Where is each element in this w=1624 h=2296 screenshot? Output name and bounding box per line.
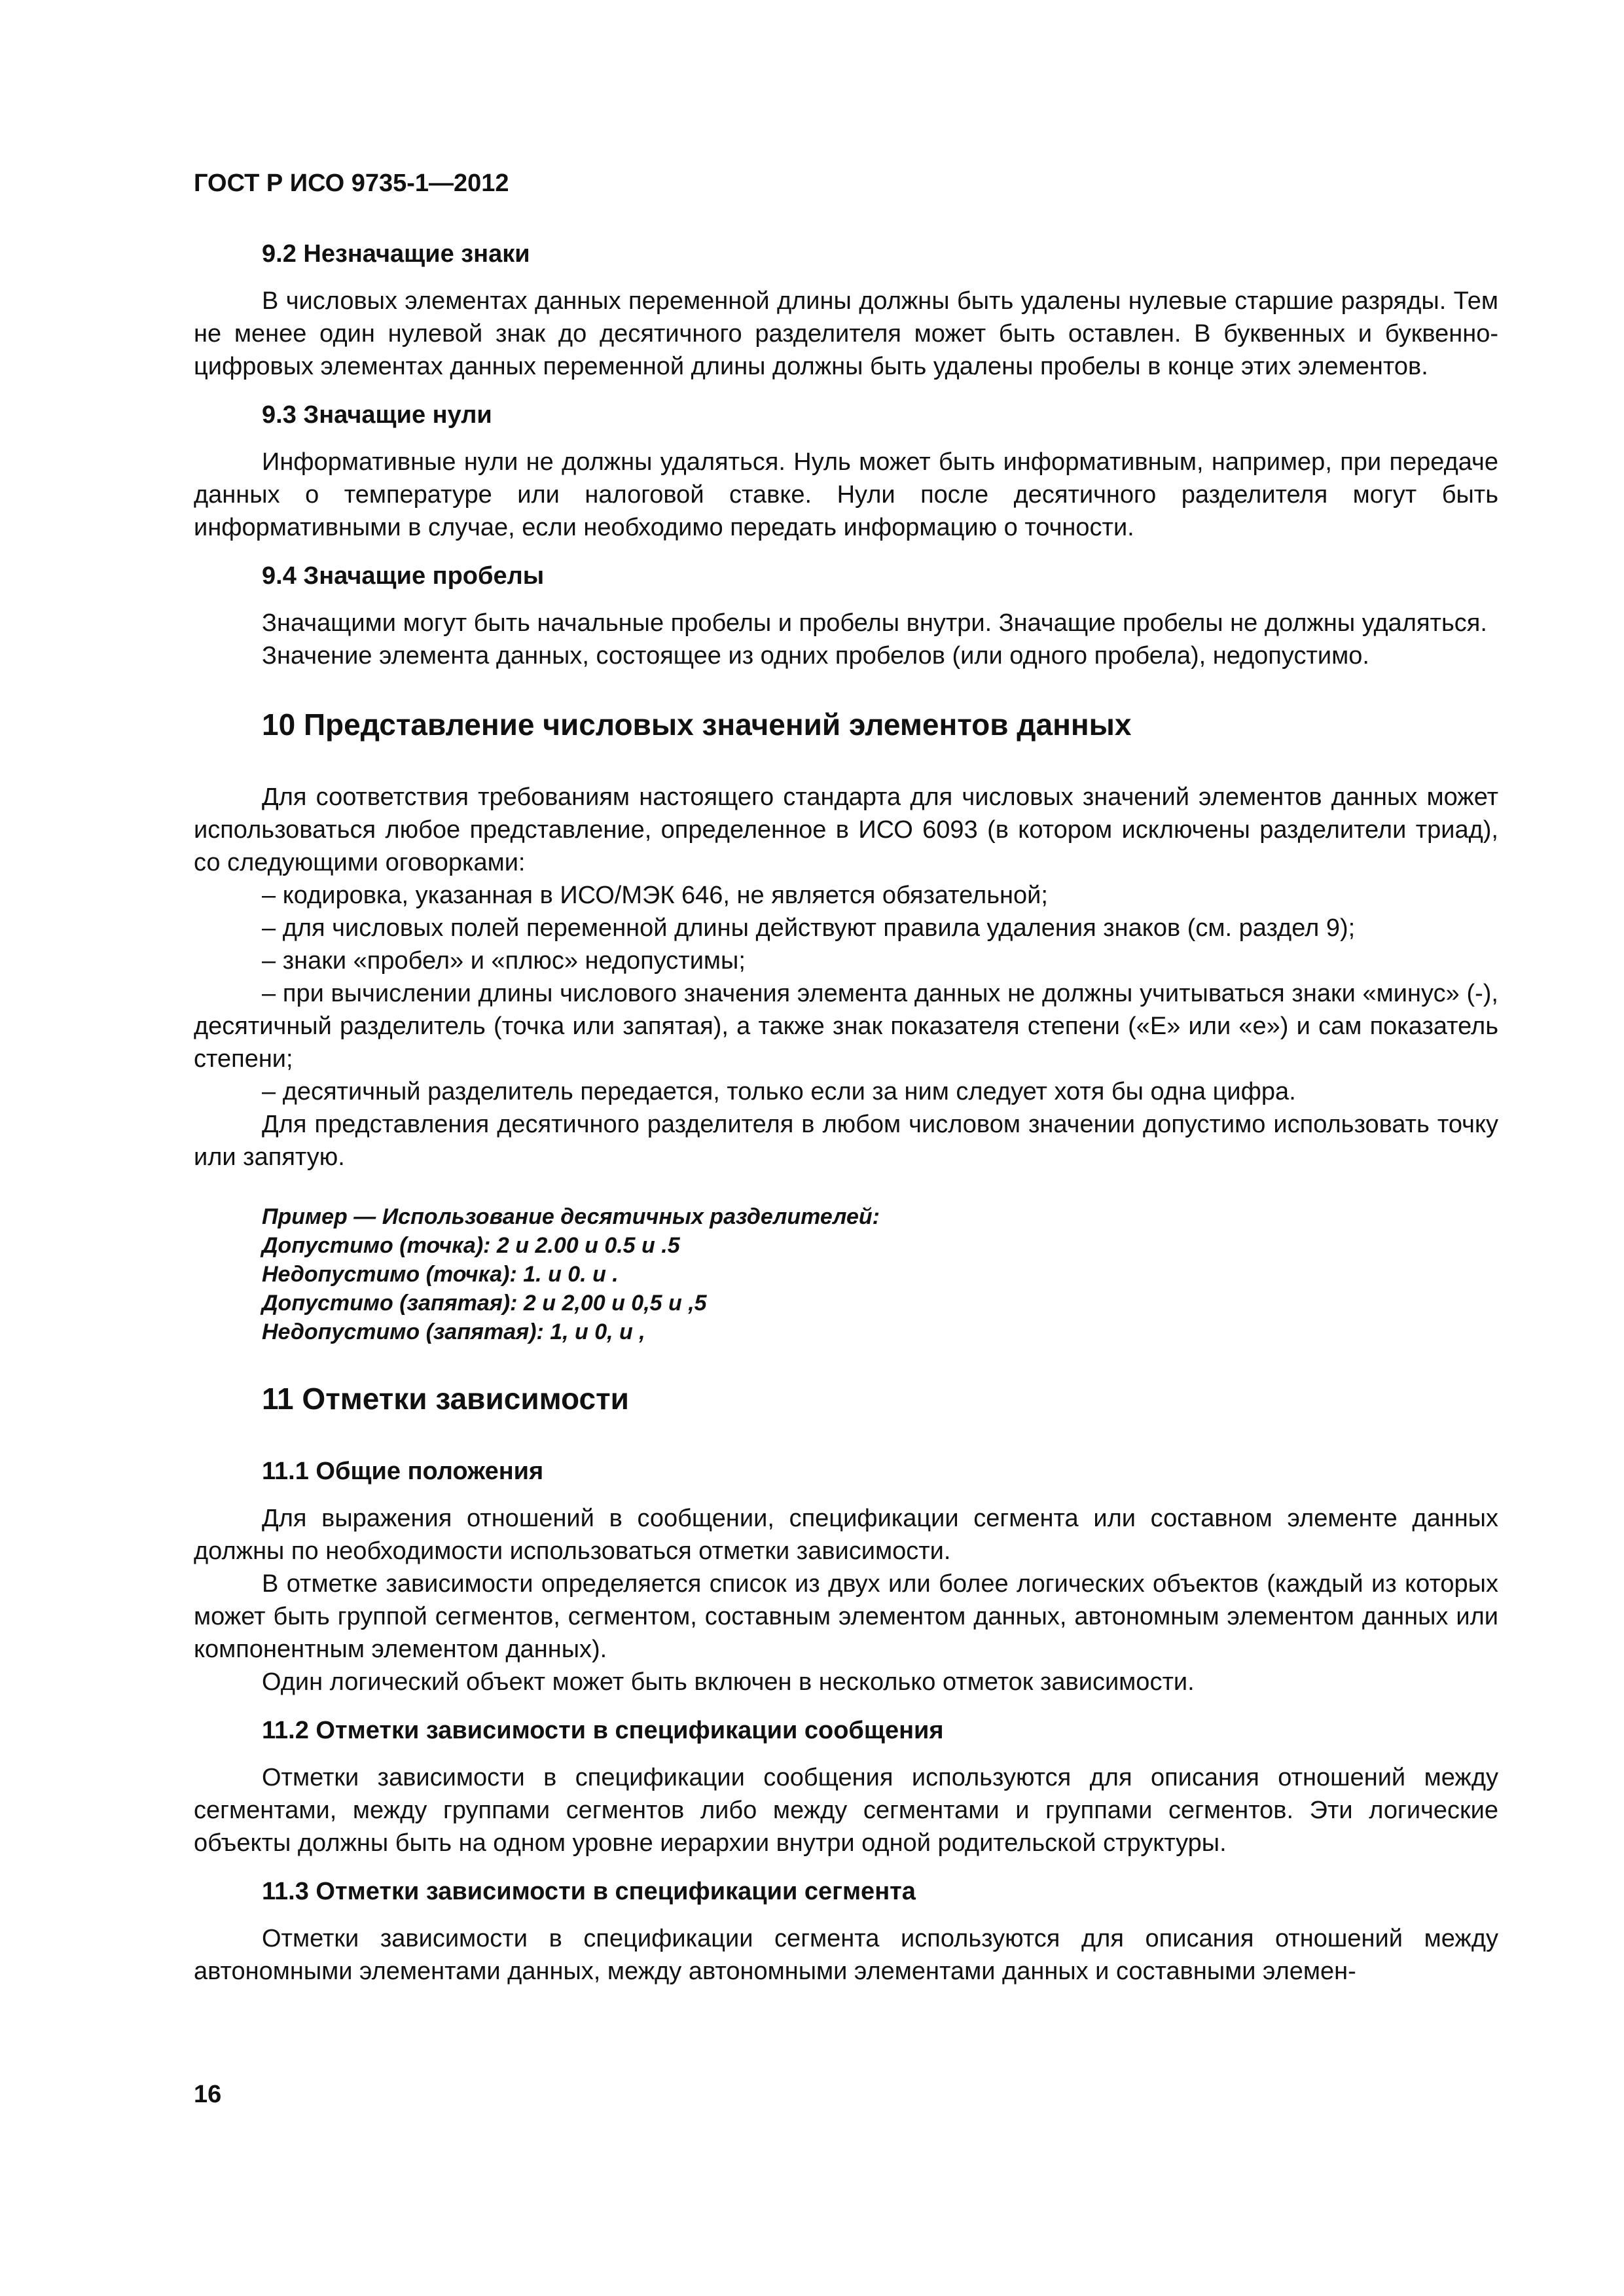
- section-heading: 11.2 Отметки зависимости в спецификации сообщения: [262, 1717, 944, 1744]
- paragraph: Один логический объект может быть включен в несколько отметок зависимости.: [262, 1668, 1195, 1696]
- section-heading: 11.3 Отметки зависимости в спецификации сегмента: [262, 1878, 916, 1905]
- example-line: Допустимо (запятая): 2 и 2,00 и 0,5 и ,5: [262, 1291, 707, 1316]
- section-9-3: [194, 399, 1498, 544]
- section-11-1: [194, 1455, 1498, 1698]
- paragraph: Информативные нули не должны удаляться. Нуль может быть информативным, например, при передаче данных о температуре или налоговой ставке. Нули после десятичного разделителя могут быть информативными в случае, если необходимо передать информацию о точности.: [194, 448, 1498, 541]
- paragraph: Для представления десятичного разделителя в любом числовом значении допустимо использовать точку или запятую.: [194, 1111, 1498, 1171]
- section-11-3: [194, 1875, 1498, 1988]
- example-title: Пример — Использование десятичных разделителей:: [262, 1204, 880, 1229]
- paragraph: Значение элемента данных, состоящее из одних пробелов (или одного пробела), недопустимо.: [262, 642, 1369, 670]
- list-item: – при вычислении длины числового значения элемента данных не должны учитываться знаки «минус» (-), десятичный разделитель (точка или запятая), а также знак показателя степени («Е» или «е») и сам показатель степени;: [194, 980, 1498, 1073]
- section-10: [194, 705, 1498, 1346]
- example-line: Допустимо (точка): 2 и 2.00 и 0.5 и .5: [262, 1233, 680, 1258]
- section-heading: 10 Представление числовых значений элементов данных: [262, 708, 1132, 742]
- list-item: – десятичный разделитель передается, только если за ним следует хотя бы одна цифра.: [262, 1078, 1296, 1105]
- section-heading: 9.3 Значащие нули: [262, 401, 492, 429]
- section-heading: 9.2 Незначащие знаки: [262, 240, 530, 268]
- example-block: [194, 1202, 1498, 1346]
- list-item: – для числовых полей переменной длины действуют правила удаления знаков (см. раздел 9);: [262, 914, 1356, 942]
- paragraph: Значащими могут быть начальные пробелы и пробелы внутри. Значащие пробелы не должны удаляться.: [262, 609, 1487, 637]
- example-line: Недопустимо (запятая): 1, и 0, и ,: [262, 1319, 645, 1344]
- section-9-4: [194, 560, 1498, 672]
- list-item: – кодировка, указанная в ИСО/МЭК 646, не является обязательной;: [262, 882, 1048, 909]
- page-number: 16: [194, 2081, 222, 2108]
- section-11-2: [194, 1714, 1498, 1859]
- paragraph: Отметки зависимости в спецификации сообщения используются для описания отношений между сегментами, между группами сегментов либо между сегментами и группами сегментов. Эти логические объекты должны быть на одном уровне иерархии внутри одной родительской структуры.: [194, 1764, 1498, 1857]
- list-item: – знаки «пробел» и «плюс» недопустимы;: [262, 947, 746, 975]
- example-line: Недопустимо (точка): 1. и 0. и .: [262, 1262, 619, 1287]
- paragraph: Для выражения отношений в сообщении, спецификации сегмента или составном элементе данных должны по необходимости использоваться отметки зависимости.: [194, 1505, 1498, 1565]
- paragraph: В числовых элементах данных переменной длины должны быть удалены нулевые старшие разряды. Тем не менее один нулевой знак до десятичного разделителя может быть оставлен. В буквенных и буквенно-цифровых элементах данных переменной длины должны быть удалены пробелы в конце этих элементов.: [194, 287, 1498, 380]
- section-9-2: [194, 238, 1498, 383]
- section-11-heading: 11 Отметки зависимости: [262, 1382, 629, 1416]
- document-code-header: ГОСТ Р ИСО 9735-1—2012: [194, 170, 509, 197]
- paragraph: Отметки зависимости в спецификации сегмента используются для описания отношений между автономными элементами данных, между автономными элементами данных и составными элемен-: [194, 1925, 1498, 1985]
- section-heading: 9.4 Значащие пробелы: [262, 562, 545, 590]
- paragraph: Для соответствия требованиям настоящего стандарта для числовых значений элементов данных может использоваться любое представление, определенное в ИСО 6093 (в котором исключены разделители триад), со следующими оговорками:: [194, 783, 1498, 876]
- section-heading: 11.1 Общие положения: [262, 1458, 544, 1485]
- paragraph: В отметке зависимости определяется список из двух или более логических объектов (каждый из которых может быть группой сегментов, сегментом, составным элементом данных, автономным элементом данных или компонентным элементом данных).: [194, 1570, 1498, 1663]
